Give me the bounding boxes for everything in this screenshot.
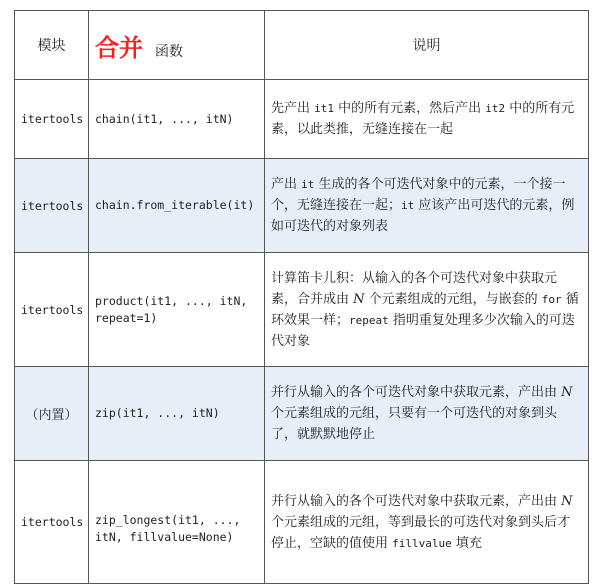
header-module: 模块 <box>15 11 89 80</box>
desc-text: 计算笛卡儿积：从输入的各个可迭代对象中获取元素，合并成由 <box>271 270 558 307</box>
table-row <box>15 461 589 584</box>
desc-text: 个元素组成的元组，只要有一个可迭代的对象到头了，就默默地停止 <box>271 406 558 442</box>
desc-text: 并行从输入的各个可迭代对象中获取元素，产出由 <box>271 385 562 400</box>
table-row <box>15 159 589 253</box>
row-module: itertools <box>15 159 89 253</box>
desc-text: 产出 <box>271 177 302 192</box>
header-function-cell <box>89 11 265 80</box>
desc-text: 个元素组成的元组，等到最长的可迭代对象到头后才停止，空缺的值使用 <box>271 514 571 551</box>
row-function: zip(it1, ..., itN) <box>89 367 265 461</box>
table-header-row <box>15 11 589 80</box>
desc-text: 填充 <box>451 535 482 551</box>
code-term: it2 <box>485 102 506 115</box>
header-description: 说明 <box>265 11 589 80</box>
row-module: itertools <box>15 253 89 367</box>
table-row <box>15 253 589 367</box>
header-function: 函数 <box>155 43 183 60</box>
row-description <box>265 80 589 159</box>
desc-text: 应该产出可迭代的元素，例如可迭代的对象列表 <box>271 198 575 234</box>
code-term: it1 <box>314 102 335 115</box>
desc-text: 并行从输入的各个可迭代对象中获取元素，产出由 <box>271 493 562 509</box>
row-function: zip_longest(it1, ..., itN, fillvalue=None) <box>89 461 265 584</box>
row-module: itertools <box>15 80 89 159</box>
desc-text: 先产出 <box>271 101 315 116</box>
desc-text: 个元素组成的元组，与嵌套的 <box>364 291 542 307</box>
italic-term: N <box>561 385 573 400</box>
row-description <box>265 461 589 584</box>
desc-text: 中的所有元素，以此类推，无缝连接在一起 <box>271 101 575 137</box>
code-term: fillvalue <box>392 536 452 550</box>
code-term: repeat <box>349 313 389 327</box>
desc-text: 中的所有元素，然后产出 <box>334 101 486 116</box>
italic-term: N <box>561 493 573 509</box>
desc-text: 生成的各个可迭代对象中的元素，一个接一个，无缝连接在一起； <box>271 177 566 213</box>
row-module: （内置） <box>15 367 89 461</box>
row-description <box>265 159 589 253</box>
desc-text: 指明重复处理多少次输入的可迭代对象 <box>271 312 575 349</box>
table-row <box>15 80 589 159</box>
code-term: for <box>541 292 562 306</box>
code-term: it <box>301 178 315 191</box>
table-row <box>15 367 589 461</box>
annotation-merge: 合并 <box>95 33 143 62</box>
row-function: chain.from_iterable(it) <box>89 159 265 253</box>
row-description <box>265 253 589 367</box>
desc-text: 循环效果一样； <box>271 291 579 328</box>
row-description <box>265 367 589 461</box>
code-term: it <box>401 199 415 212</box>
row-function: product(it1, ..., itN, repeat=1) <box>89 253 265 367</box>
row-module: itertools <box>15 461 89 584</box>
row-function: chain(it1, ..., itN) <box>89 80 265 159</box>
italic-term: N <box>353 291 365 307</box>
functions-table <box>14 10 589 584</box>
